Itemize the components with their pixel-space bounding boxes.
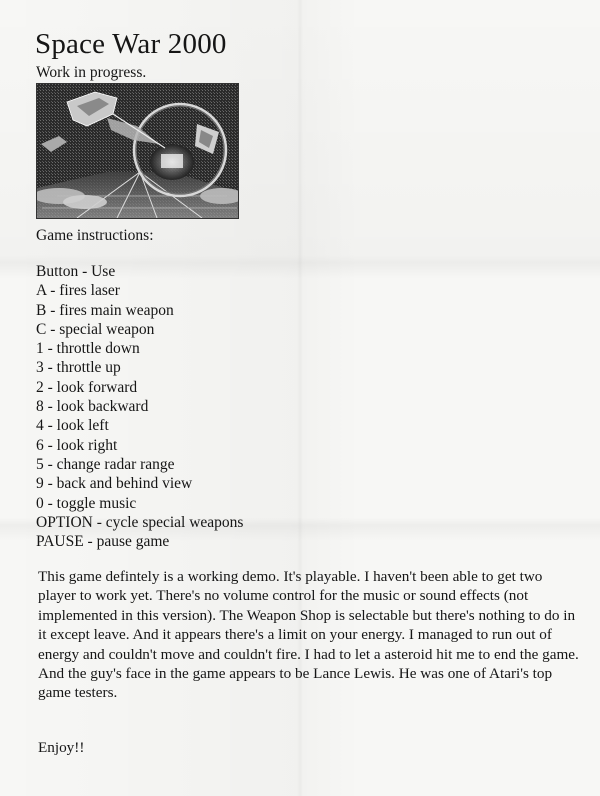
list-item: OPTION - cycle special weapons — [36, 513, 244, 531]
document-title: Space War 2000 — [35, 28, 227, 60]
list-item: C - special weapon — [36, 320, 155, 338]
document-subtitle: Work in progress. — [36, 64, 147, 81]
list-item: 6 - look right — [36, 436, 118, 454]
list-item: PAUSE - pause game — [36, 533, 170, 551]
list-item: B - fires main weapon — [36, 301, 174, 319]
list-item: 2 - look forward — [36, 378, 138, 396]
game-screenshot-image — [36, 83, 239, 219]
list-item: 1 - throttle down — [36, 340, 140, 358]
description-paragraph: This game defintely is a working demo. It's playable. I haven't been able to get two player to work yet. There's no volume control for the music or sound effects (not implemented in this version). The Weapon Shop is selectable but there's nothing to do in it except leave. And it appears there's a limit on your energy. I managed to run out of energy and couldn't move and couldn't fire. I had to let a asteroid hit me to end the game. And the guy's face in the game appears to be Lance Lewis. He was one of Atari's top game testers. — [38, 568, 579, 702]
controls-list — [36, 262, 243, 551]
list-item: 9 - back and behind view — [36, 475, 193, 493]
list-item: 5 - change radar range — [36, 455, 175, 473]
list-item: 3 - throttle up — [36, 359, 121, 377]
instructions-heading: Game instructions: — [36, 227, 154, 244]
sign-off: Enjoy!! — [38, 739, 85, 756]
list-item: 8 - look backward — [36, 398, 149, 416]
list-item: A - fires laser — [36, 282, 120, 300]
list-item: Button - Use — [36, 263, 116, 280]
list-item: 4 - look left — [36, 417, 109, 435]
list-item: 0 - toggle music — [36, 494, 137, 512]
